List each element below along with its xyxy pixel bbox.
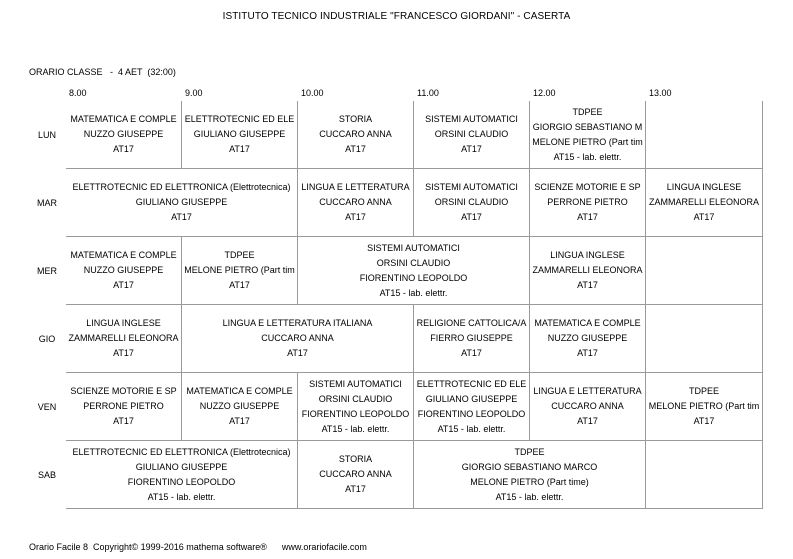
- lesson-cell: [298, 237, 530, 305]
- teacher-name: AT17: [113, 348, 134, 358]
- subject-name: ELETTROTECNIC ED ELE: [416, 378, 527, 389]
- teacher-name: NUZZO GIUSEPPE: [547, 333, 628, 343]
- lesson-cell: [182, 305, 414, 373]
- subject-name: LINGUA E LETTERATURA: [533, 386, 642, 396]
- hour-label: 11.00: [417, 88, 439, 98]
- teacher-name: ZAMMARELLI ELEONORA: [68, 333, 179, 343]
- lesson-cell: [182, 101, 298, 169]
- lesson-cell: [646, 373, 763, 441]
- subject-name: MATEMATICA E COMPLE: [70, 250, 177, 260]
- teacher-name: AT17: [693, 212, 715, 222]
- teacher-name: AT17: [113, 280, 134, 290]
- empty-slot: [646, 441, 763, 509]
- teacher-name: GIULIANO GIUSEPPE: [135, 197, 228, 207]
- subject-name: LINGUA INGLESE: [86, 318, 161, 328]
- teacher-name: ZAMMARELLI ELEONORA: [532, 265, 643, 275]
- hour-label: 8.00: [69, 88, 87, 98]
- lesson-cell: [414, 305, 530, 373]
- teacher-name: FIORENTINO LEOPOLDO: [127, 476, 236, 487]
- teacher-name: ORSINI CLAUDIO: [376, 257, 451, 268]
- teacher-name: CUCCARO ANNA: [551, 401, 624, 411]
- lesson-cell: [66, 305, 182, 373]
- day-label: SAB: [37, 470, 56, 480]
- teacher-name: AT17: [577, 280, 598, 290]
- subject-name: STORIA: [338, 114, 373, 124]
- day-label: MER: [37, 266, 57, 276]
- teacher-name: GIULIANO GIUSEPPE: [135, 461, 228, 472]
- teacher-name: CUCCARO ANNA: [319, 129, 392, 139]
- teacher-name: NUZZO GIUSEPPE: [199, 401, 280, 411]
- hour-label: 10.00: [301, 88, 324, 98]
- room-name: AT15 - lab. elettr.: [379, 287, 448, 298]
- subject-name: MATEMATICA E COMPLE: [70, 114, 177, 124]
- subject-name: LINGUA E LETTERATURA: [301, 182, 410, 192]
- lesson-cell: [182, 237, 298, 305]
- hour-label: 9.00: [185, 88, 203, 98]
- subject-name: LINGUA INGLESE: [550, 250, 625, 260]
- subject-name: SISTEMI AUTOMATICI: [425, 114, 518, 124]
- subject-name: TDPEE: [572, 106, 603, 117]
- subject-name: ELETTROTECNIC ED ELETTRONICA (Elettrotecnica): [72, 182, 291, 192]
- copyright-footer: Orario Facile 8 Copyright© 1999-2016 mathema software® www.orariofacile.com: [29, 542, 367, 552]
- room-name: AT15 - lab. elettr.: [321, 423, 390, 434]
- teacher-name: FIORENTINO LEOPOLDO: [417, 408, 526, 419]
- teacher-name: AT17: [461, 212, 482, 222]
- lesson-cell: [530, 373, 646, 441]
- teacher-name: GIULIANO GIUSEPPE: [193, 129, 286, 139]
- teacher-name: CUCCARO ANNA: [319, 469, 392, 479]
- subject-name: RELIGIONE CATTOLICA/A: [416, 318, 527, 328]
- teacher-name: FIORENTINO LEOPOLDO: [359, 272, 468, 283]
- class-schedule-heading: ORARIO CLASSE - 4 AET (32:00): [29, 67, 176, 77]
- lesson-cell: [66, 101, 182, 169]
- teacher-name: ORSINI CLAUDIO: [318, 393, 393, 404]
- teacher-name: MELONE PIETRO (Part time): [470, 476, 589, 487]
- lesson-cell: [646, 169, 763, 237]
- empty-slot: [646, 305, 763, 373]
- day-label: VEN: [37, 402, 57, 412]
- subject-name: TDPEE: [224, 250, 255, 260]
- subject-name: LINGUA INGLESE: [666, 182, 742, 192]
- teacher-name: AT17: [229, 416, 250, 426]
- room-name: AT15 - lab. elettr.: [437, 423, 506, 434]
- teacher-name: AT17: [229, 144, 250, 154]
- timetable-grid: [66, 101, 763, 509]
- subject-name: SCIENZE MOTORIE E SP: [70, 386, 177, 396]
- hour-label: 13.00: [649, 88, 672, 98]
- teacher-name: AT17: [345, 484, 366, 494]
- subject-name: TDPEE: [688, 386, 719, 396]
- subject-name: ELETTROTECNIC ED ELETTRONICA (Elettrotecnica): [72, 446, 291, 457]
- day-label: MAR: [37, 198, 57, 208]
- teacher-name: CUCCARO ANNA: [261, 333, 334, 343]
- lesson-cell: [298, 101, 414, 169]
- teacher-name: AT17: [113, 416, 134, 426]
- teacher-name: AT17: [113, 144, 134, 154]
- lesson-cell: [530, 101, 646, 169]
- subject-name: SISTEMI AUTOMATICI: [425, 182, 518, 192]
- teacher-name: AT17: [171, 212, 192, 222]
- teacher-name: NUZZO GIUSEPPE: [83, 265, 164, 275]
- lesson-cell: [298, 169, 414, 237]
- teacher-name: AT17: [693, 416, 715, 426]
- subject-name: MATEMATICA E COMPLE: [534, 318, 641, 328]
- teacher-name: AT17: [345, 144, 366, 154]
- hour-label: 12.00: [533, 88, 556, 98]
- subject-name: SISTEMI AUTOMATICI: [309, 378, 402, 389]
- lesson-cell: [530, 305, 646, 373]
- teacher-name: AT17: [461, 348, 482, 358]
- empty-slot: [646, 101, 763, 169]
- lesson-cell: [414, 101, 530, 169]
- teacher-name: PERRONE PIETRO: [83, 401, 164, 411]
- teacher-name: MELONE PIETRO (Part tim: [648, 401, 760, 411]
- school-title: ISTITUTO TECNICO INDUSTRIALE "FRANCESCO GIORDANI" - CASERTA: [222, 11, 571, 22]
- lesson-cell: [182, 373, 298, 441]
- teacher-name: AT17: [229, 280, 250, 290]
- lesson-cell: [414, 169, 530, 237]
- day-label: LUN: [37, 130, 56, 140]
- subject-name: MATEMATICA E COMPLE: [186, 386, 293, 396]
- room-name: AT15 - lab. elettr.: [553, 151, 622, 162]
- lesson-cell: [414, 373, 530, 441]
- teacher-name: PERRONE PIETRO: [547, 197, 628, 207]
- teacher-name: MELONE PIETRO (Part tim: [184, 265, 295, 275]
- empty-slot: [646, 237, 763, 305]
- teacher-name: AT17: [345, 212, 366, 222]
- lesson-cell: [66, 237, 182, 305]
- day-label: GIO: [38, 334, 56, 344]
- teacher-name: GIULIANO GIUSEPPE: [425, 393, 518, 404]
- lesson-cell: [66, 441, 298, 509]
- teacher-name: CUCCARO ANNA: [319, 197, 392, 207]
- teacher-name: GIORGIO SEBASTIANO MARCO: [461, 461, 598, 472]
- subject-name: ELETTROTECNIC ED ELE: [184, 114, 295, 124]
- teacher-name: ORSINI CLAUDIO: [434, 197, 509, 207]
- teacher-name: FIORENTINO LEOPOLDO: [301, 408, 410, 419]
- lesson-cell: [298, 373, 414, 441]
- lesson-cell: [298, 441, 414, 509]
- lesson-cell: [414, 441, 646, 509]
- lesson-cell: [66, 169, 298, 237]
- lesson-cell: [530, 169, 646, 237]
- lesson-cell: [530, 237, 646, 305]
- teacher-name: AT17: [577, 212, 598, 222]
- subject-name: SISTEMI AUTOMATICI: [367, 242, 460, 253]
- lesson-cell: [66, 373, 182, 441]
- subject-name: STORIA: [338, 454, 373, 464]
- room-name: AT15 - lab. elettr.: [147, 491, 216, 502]
- teacher-name: AT17: [577, 348, 598, 358]
- teacher-name: AT17: [461, 144, 482, 154]
- teacher-name: FIERRO GIUSEPPE: [430, 333, 513, 343]
- teacher-name: NUZZO GIUSEPPE: [83, 129, 164, 139]
- teacher-name: GIORGIO SEBASTIANO M: [532, 121, 643, 132]
- subject-name: TDPEE: [514, 446, 545, 457]
- teacher-name: AT17: [287, 348, 308, 358]
- teacher-name: ZAMMARELLI ELEONORA: [648, 197, 760, 207]
- teacher-name: MELONE PIETRO (Part tim: [532, 136, 643, 147]
- teacher-name: ORSINI CLAUDIO: [434, 129, 509, 139]
- teacher-name: AT17: [577, 416, 598, 426]
- room-name: AT15 - lab. elettr.: [495, 491, 564, 502]
- subject-name: LINGUA E LETTERATURA ITALIANA: [222, 318, 373, 328]
- subject-name: SCIENZE MOTORIE E SP: [534, 182, 641, 192]
